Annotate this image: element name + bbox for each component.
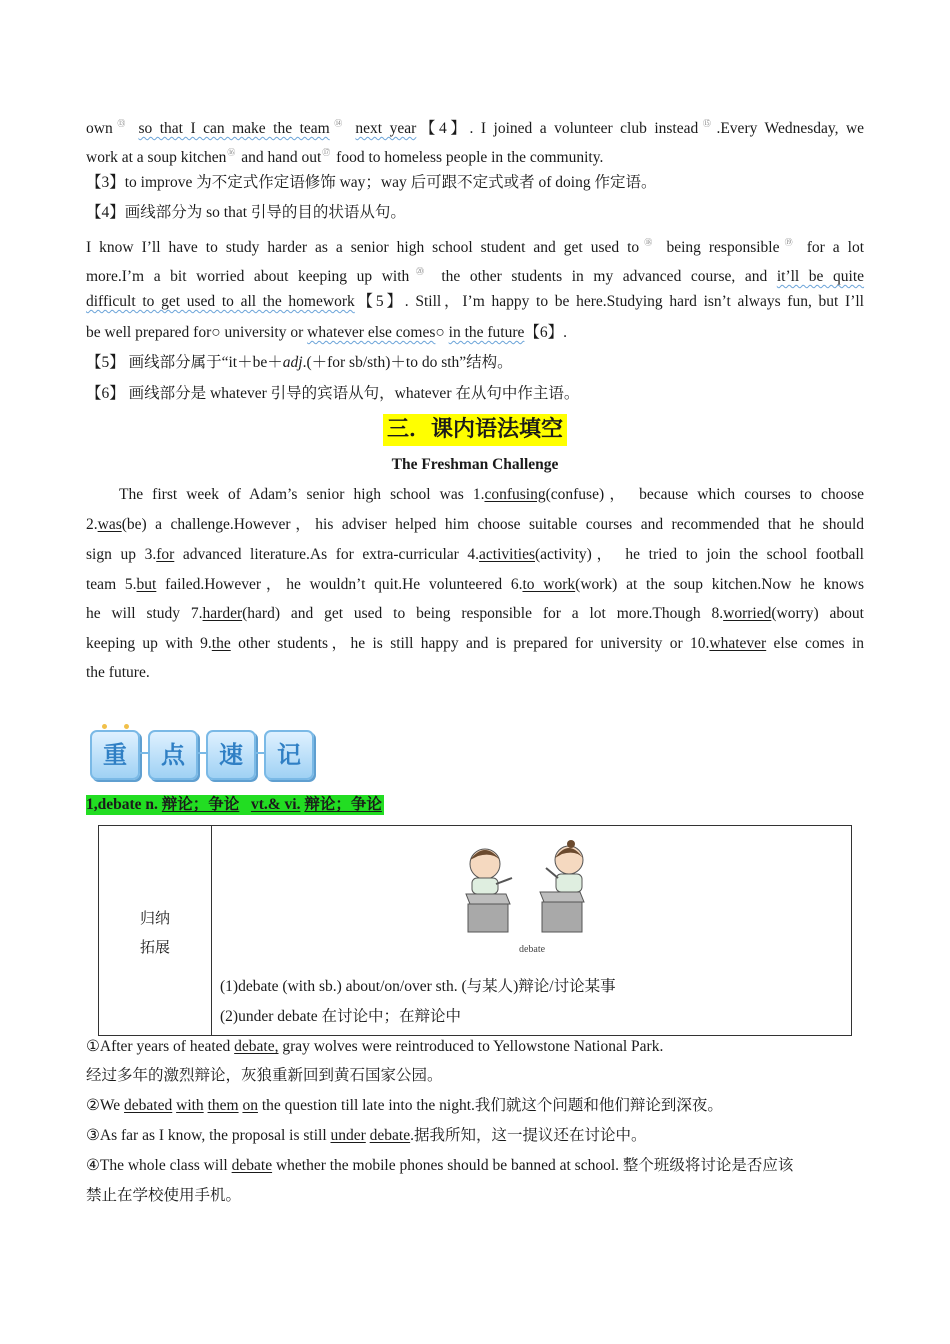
exercise-title: The Freshman Challenge [391,456,559,473]
sparkle-icon [102,724,107,729]
usage-1: (1)debate (with sb.) about/on/over sth. (与某人)辩论/讨论某事 [220,978,616,995]
girl-arm [546,868,558,878]
wavy-underlined-phrase: in the future [448,324,525,341]
example-answer: on [242,1097,258,1114]
vocab-meaning-verb: 辩论；争论 [304,796,382,813]
italic-term: adj [282,354,303,371]
text-run: (be) a challenge.However，his adviser helped him choose suitable courses and recommended that he should [121,516,864,533]
boy-arm [496,878,512,884]
note-reference: 【4】. [416,120,474,137]
text-run: ④The whole class will [86,1157,228,1174]
text-run: university or [224,324,304,341]
example-3 [86,1126,864,1146]
boy-body [472,878,498,894]
table-label-1: 归纳 [139,909,170,927]
answer-10: whatever [709,635,767,652]
example-answer: debated [124,1097,173,1114]
section-heading-text: 三．课内语法填空 [383,414,567,446]
text-run: gray wolves were reintroduced to Yellowstone National Park. [282,1038,664,1055]
text-run: .据我所知，这一提议还在讨论中。 [410,1127,647,1144]
text-run: and hand out [241,149,322,166]
text-run: ①After years of heated [86,1038,231,1055]
note-5 [86,353,864,373]
text-run: own [86,120,113,137]
example-answer: with [176,1097,204,1114]
vocab-meaning-noun: 辩论；争论 [161,796,240,813]
example-1 [86,1037,864,1057]
text-run: (activity)， he tried to join the school football [535,546,864,563]
passage-line-6 [86,323,864,343]
text-run: Still，I’m happy to be here.Studying hard isn’t always fun, but I’ll [415,293,864,310]
passage-line-4 [86,262,865,285]
text-run: .Every Wednesday, we [716,120,865,137]
passage-line-5 [86,292,864,312]
footnote-marker: ⑮ [699,119,715,128]
table-content-cell [212,826,852,1036]
footnote-marker: ⑯ [227,148,236,157]
footnote-marker: ⑳ [410,267,430,276]
text-run: be well prepared for [86,324,212,341]
text-run: I joined a volunteer club instead [480,120,699,137]
right-desk [542,902,582,932]
table-label-cell [99,826,212,1036]
example-answer: under [330,1127,366,1144]
example-answer: debate [231,1157,273,1174]
badge-char-2: 点 [148,730,198,780]
answer-9: the [211,635,231,652]
circle-marker: ○ [211,324,221,341]
answer-6: to work [522,576,576,593]
answer-5: but [136,576,157,593]
text-run: ③As far as I know, the proposal is still [86,1127,327,1144]
note-reference: 【6】. [524,324,568,341]
note-6: 【6】 画线部分是 whatever 引导的宾语从句，whatever 在从句中作主语。 [86,385,580,402]
text-run: work at a soup kitchen [86,149,227,166]
summary-table [98,825,852,1036]
wavy-underlined-phrase: it’ll be quite [776,268,865,285]
text-run: .(＋for sb/sth)＋to do sth”结构。 [302,354,513,371]
text-run: ②We [86,1097,121,1114]
vocab-heading [86,795,384,815]
badge-char-1: 重 [90,730,140,780]
exercise-line-7: the future. [86,664,150,681]
text-run: sign up 3. [86,546,157,563]
text-run: 【5】 画线部分属于“it＋be＋ [86,354,283,371]
text-run: other students，he is still happy and is prepared for university or 10. [230,635,710,652]
answer-4: activities [479,546,535,563]
text-run: (confuse)， because which courses to choose [545,486,864,503]
text-run: (work) at the soup kitchen.Now he knows [575,576,864,593]
wavy-underlined-phrase: whatever else comes [307,324,436,341]
passage-line-2 [86,143,864,166]
example-2 [86,1096,864,1116]
text-run: the question till late into the night.我们就这个问题和他们辩论到深夜。 [261,1097,723,1114]
text-run: the other students in my advanced course, and [441,268,768,285]
footnote-marker: ⑲ [780,238,797,247]
image-caption: debate [518,944,546,955]
text-run: (worry) about [771,605,864,622]
exercise-line-1 [86,485,864,505]
footnote-marker: ⑭ [330,119,346,128]
exercise-line-2 [86,515,864,535]
text-run: team 5. [86,576,137,593]
sparkle-icon [124,724,129,729]
exercise-line-6 [86,634,864,654]
answer-8: worried [723,605,772,622]
wavy-underlined-phrase: difficult to get used to all the homework [86,293,355,310]
text-run: food to homeless people in the community. [336,149,604,166]
example-answer: debate [369,1127,411,1144]
text-run: advanced literature.As for extra-curricular 4. [174,546,480,563]
text-run: (hard) and get used to being responsible for a lot more.Though 8. [242,605,724,622]
left-desk [468,904,508,932]
debate-image [458,826,606,966]
usage-2: (2)under debate 在讨论中；在辩论中 [220,1008,462,1025]
text-run: keeping up with 9. [86,635,212,652]
exercise-line-3 [86,545,864,565]
text-run: The first week of Adam’s senior high school was 1. [119,486,485,503]
badge-char-3: 速 [206,730,256,780]
badge-char-4: 记 [264,730,314,780]
note-3: 【3】to improve 为不定式作定语修饰 way；way 后可跟不定式或者 of doing 作定语。 [86,174,657,191]
text-run: else comes in [766,635,864,652]
text-run: whether the mobile phones should be banned at school. 整个班级将讨论是否应该 [275,1157,794,1174]
text-run: more.I’m a bit worried about keeping up with [86,268,410,285]
debate-illustration [458,826,606,966]
footnote-marker: ⑱ [640,238,657,247]
example-answer: them [207,1097,239,1114]
text-run: I know I’ll have to study harder as a senior high school student and get used to [86,239,640,256]
section-heading [0,414,950,446]
answer-2: was [97,516,122,533]
wavy-underlined-phrase: next year [355,120,417,137]
text-run: failed.However，he wouldn’t quit.He volunteered 6. [156,576,523,593]
answer-3: for [156,546,175,563]
example-4 [86,1156,864,1176]
girl-bun [567,840,575,848]
circle-marker: ○ [435,324,445,341]
text-run: he will study 7. [86,605,203,622]
vocab-word: 1,debate n. [86,796,158,813]
passage-line-3 [86,233,865,256]
left-desk-top [466,894,510,904]
example-4-translation: 禁止在学校使用手机。 [86,1187,242,1204]
wavy-underlined-phrase: so that I can make the team [138,120,330,137]
passage-line-1 [86,114,865,137]
exercise-line-4 [86,575,864,595]
text-run: being responsible [666,239,780,256]
example-1-translation: 经过多年的激烈辩论，灰狼重新回到黄石国家公园。 [86,1067,443,1084]
example-answer: debate, [234,1038,279,1055]
vocab-pos-verb: vt.& vi. [250,796,301,813]
answer-7: harder [202,605,243,622]
note-reference: 【5】. [354,293,409,310]
exercise-line-5 [86,604,864,624]
text-run: 2. [86,516,98,533]
text-run: for a lot [806,239,865,256]
footnote-marker: ⑰ [322,148,331,157]
note-4: 【4】画线部分为 so that 引导的目的状语从句。 [86,204,406,221]
footnote-marker: ⑬ [113,119,129,128]
right-desk-top [540,892,584,902]
table-label-2: 拓展 [139,938,170,956]
answer-1: confusing [484,486,546,503]
key-points-badge [90,724,320,780]
girl-body [556,874,582,892]
